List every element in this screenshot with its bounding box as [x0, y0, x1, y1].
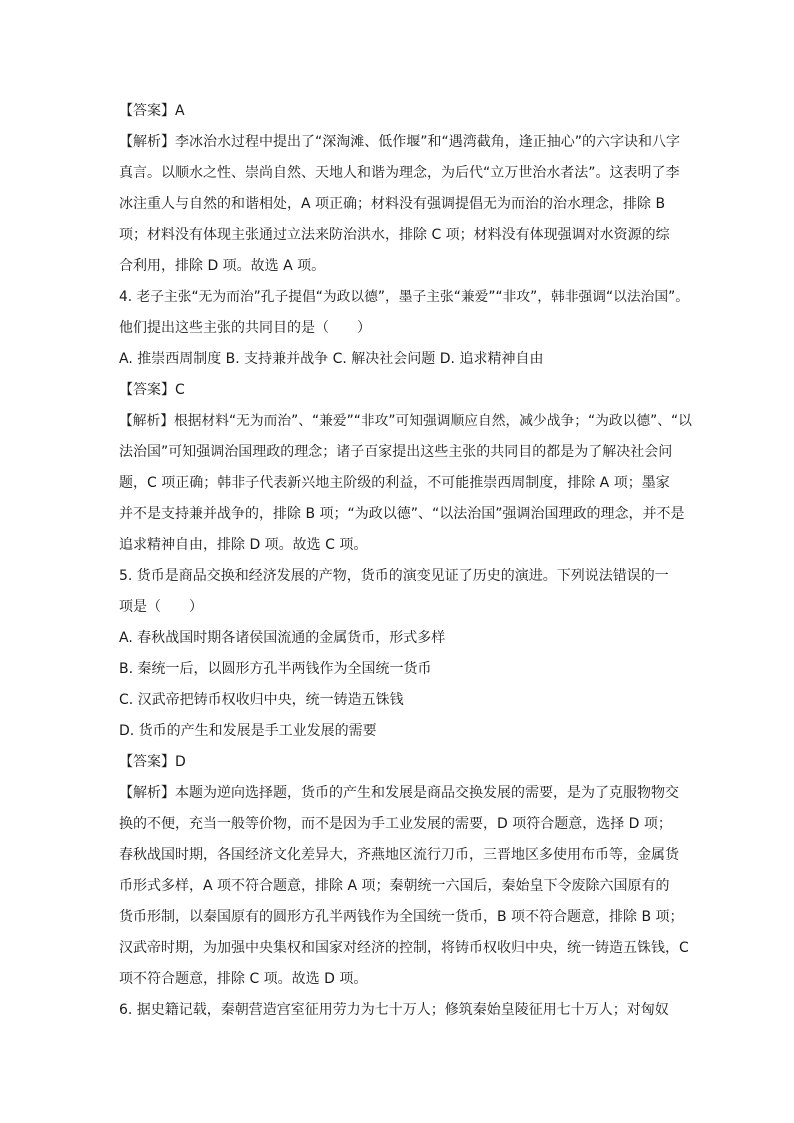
question-5-option-d: D. 货币的产生和发展是手工业发展的需要: [119, 723, 377, 739]
question-5-option-b: B. 秦统一后，以圆形方孔半两钱作为全国统一货币: [119, 661, 432, 677]
question-5-option-c: C. 汉武帝把铸币权收归中央，统一铸造五铢钱: [119, 692, 404, 708]
answer-label-q5: 【答案】D: [119, 754, 186, 770]
explanation-line: 春秋战国时期，各国经济文化差异大，齐燕地区流行刀币，三晋地区多使用布币等，金属货: [119, 847, 679, 863]
explanation-line: 题，C 项正确；韩非子代表新兴地主阶级的利益，不可能推崇西周制度，排除 A 项；墨家: [119, 475, 670, 491]
explanation-line: 合利用，排除 D 项。故选 A 项。: [119, 258, 326, 274]
answer-label-q4: 【答案】C: [119, 382, 185, 398]
explanation-line: 项；材料没有体现主张通过立法来防治洪水，排除 C 项；材料没有体现强调对水资源的综: [119, 227, 670, 243]
question-5-stem: 项是（ ）: [119, 599, 203, 615]
question-5-option-a: A. 春秋战国时期各诸侯国流通的金属货币，形式多样: [119, 630, 446, 646]
question-4-stem: 4. 老子主张“无为而治”孔子提倡“为政以德”，墨子主张“兼爱”“非攻”，韩非强调“以法治国”。: [119, 289, 689, 305]
question-6-stem: 6. 据史籍记载，秦朝营造宫室征用劳力为七十万人；修筑秦始皇陵征用七十万人；对匈奴: [119, 1002, 669, 1018]
explanation-line: 【解析】根据材料“无为而治”、“兼爱”“非攻”可知强调顺应自然，减少战争；“为政以德”、“以: [119, 413, 692, 429]
answer-label-q3: 【答案】A: [119, 103, 185, 119]
explanation-line: 法治国”可知强调治国理政的理念；诸子百家提出这些主张的共同目的都是为了解决社会问: [119, 444, 673, 460]
explanation-line: 并不是支持兼并战争的，排除 B 项；“为政以德”、“以法治国”强调治国理政的理念，并不是: [119, 506, 685, 522]
explanation-line: 真言。以顺水之性、崇尚自然、天地人和谐为理念，为后代“立万世治水者法”。这表明了李: [119, 165, 680, 181]
question-4-options: A. 推崇西周制度 B. 支持兼并战争 C. 解决社会问题 D. 追求精神自由: [119, 351, 544, 367]
question-4-stem: 他们提出这些主张的共同目的是（ ）: [119, 320, 371, 336]
question-5-stem: 5. 货币是商品交换和经济发展的产物，货币的演变见证了历史的演进。下列说法错误的一: [119, 568, 669, 584]
explanation-line: 项不符合题意，排除 C 项。故选 D 项。: [119, 971, 368, 987]
explanation-line: 【解析】本题为逆向选择题，货币的产生和发展是商品交换发展的需要，是为了克服物物交: [119, 785, 679, 801]
explanation-line: 币形式多样，A 项不符合题意，排除 A 项；秦朝统一六国后，秦始皇下令废除六国原有的: [119, 878, 670, 894]
explanation-line: 冰注重人与自然的和谐相处，A 项正确；材料没有强调提倡无为而治的治水理念，排除 B: [119, 196, 666, 212]
explanation-line: 追求精神自由，排除 D 项。故选 C 项。: [119, 537, 368, 553]
explanation-line: 换的不便，充当一般等价物，而不是因为手工业发展的需要，D 项符合题意，选择 D 项；: [119, 816, 672, 832]
document-page: [119, 96, 697, 1026]
explanation-line: 汉武帝时期，为加强中央集权和国家对经济的控制，将铸币权收归中央，统一铸造五铢钱，C: [119, 940, 689, 956]
explanation-line: 【解析】李冰治水过程中提出了“深淘滩、低作堰”和“遇湾截角，逢正抽心”的六字诀和八字: [119, 134, 681, 150]
explanation-line: 货币形制，以秦国原有的圆形方孔半两钱作为全国统一货币，B 项不符合题意，排除 B 项；: [119, 909, 684, 925]
